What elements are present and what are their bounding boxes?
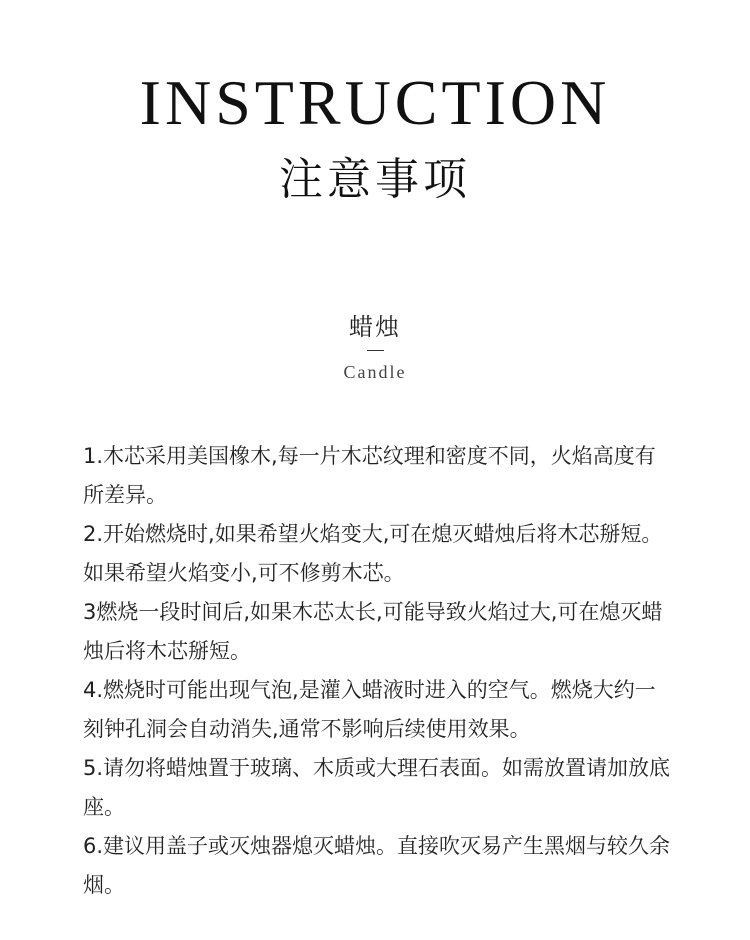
section-divider [367,350,384,351]
instruction-item-4: 4.燃烧时可能出现气泡,是灌入蜡液时进入的空气。燃烧大约一刻钟孔洞会自动消失,通常不影响后续使用效果。 [83,678,656,741]
instruction-item-5: 5.请勿将蜡烛置于玻璃、木质或大理石表面。如需放置请加放底座。 [83,756,671,819]
instruction-item-3: 3燃烧一段时间后,如果木芯太长,可能导致火焰过大,可在熄灭蜡烛后将木芯掰短。 [83,600,663,663]
section-title-cn: 蜡烛 [349,313,401,341]
instruction-list [83,437,673,905]
instruction-item-1: 1.木芯采用美国橡木,每一片木芯纹理和密度不同，火焰高度有所差异。 [83,444,656,507]
section-title-en: Candle [343,362,407,382]
instruction-item-6: 6.建议用盖子或灭烛器熄灭蜡烛。直接吹灭易产生黑烟与较久余烟。 [83,834,671,897]
page-title-cn: 注意事项 [279,154,471,205]
page-title-en: INSTRUCTION [139,67,611,138]
instruction-item-2: 2.开始燃烧时,如果希望火焰变大,可在熄灭蜡烛后将木芯掰短。如果希望火焰变小,可不修剪木芯。 [83,522,663,585]
